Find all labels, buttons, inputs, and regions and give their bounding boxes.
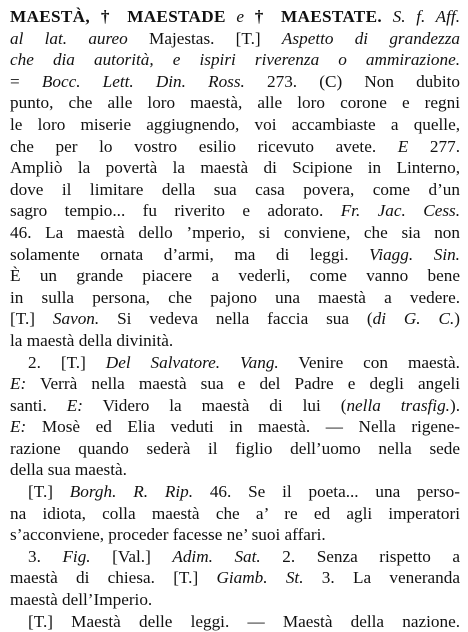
entry-line bbox=[10, 114, 460, 136]
entry-line bbox=[10, 481, 460, 503]
entry-line bbox=[10, 459, 460, 481]
entry-line bbox=[10, 352, 460, 374]
entry-line bbox=[10, 71, 460, 93]
text-run: 277. bbox=[408, 136, 460, 156]
text-run: Majestas. [T.] bbox=[127, 28, 282, 48]
text-run: la maestà della divinità. bbox=[10, 330, 174, 350]
italic-text: che dia autorità, e ispiri riverenza o ammirazione. bbox=[10, 50, 460, 70]
italic-text: E: bbox=[66, 395, 83, 415]
entry-line bbox=[10, 395, 460, 417]
italic-text: e bbox=[225, 7, 255, 26]
text-run: 46. Se il poeta... una perso- bbox=[193, 482, 460, 502]
italic-text: E: bbox=[10, 374, 27, 394]
text-run: 3. bbox=[28, 546, 63, 566]
text-run: na idiota, colla maestà che a’ re ed agli imperatori bbox=[10, 503, 460, 523]
italic-text: Fr. Jac. Cess. bbox=[340, 201, 460, 221]
italic-text: E bbox=[397, 136, 409, 156]
entry-line bbox=[10, 157, 460, 179]
text-run: della sua maestà. bbox=[10, 460, 127, 480]
entry-line bbox=[10, 287, 460, 309]
text-run: Si vedeva nella faccia sua ( bbox=[99, 309, 373, 329]
entry-line bbox=[10, 136, 460, 158]
italic-text: Adim. Sat. bbox=[172, 546, 261, 566]
italic-text: Aspetto di grandezza bbox=[281, 28, 460, 48]
text-run: [T.] Maestà delle leggi. — Maestà della nazione. bbox=[28, 611, 460, 631]
text-run: [T.] bbox=[10, 309, 53, 329]
headword: MAESTÀ, † MAESTADE bbox=[10, 7, 226, 26]
text-run: razione quando sederà il figlio dell’uomo nella sede bbox=[10, 438, 460, 458]
entry-line bbox=[10, 611, 460, 632]
entry-line bbox=[10, 308, 460, 330]
text-run: Verrà nella maestà sua e del Padre e degli angeli bbox=[26, 374, 460, 394]
italic-text: Giamb. St. bbox=[216, 568, 304, 588]
text-run: maestà dell’Imperio. bbox=[10, 590, 153, 610]
entry-line bbox=[10, 438, 460, 460]
text-run: Videro la maestà di lui ( bbox=[82, 395, 347, 415]
text-run: [Val.] bbox=[90, 546, 173, 566]
entry-line bbox=[10, 6, 460, 28]
text-run: che per lo vostro esilio ricevuto avete. bbox=[10, 136, 398, 156]
italic-text: S. f. Aff. bbox=[381, 7, 460, 26]
italic-text: Savon. bbox=[52, 309, 100, 329]
italic-text: Fig. bbox=[62, 546, 91, 566]
text-run: 2. Senza rispetto a bbox=[260, 546, 460, 566]
entry-line bbox=[10, 222, 460, 244]
italic-text: Bocc. Lett. Din. Ross. bbox=[41, 71, 245, 91]
text-run: solamente ornata d’armi, ma di leggi. bbox=[10, 244, 370, 264]
italic-text: E: bbox=[10, 417, 27, 437]
entry-line bbox=[10, 200, 460, 222]
text-run: = bbox=[10, 71, 42, 91]
entry-line bbox=[10, 265, 460, 287]
entry-line bbox=[10, 28, 460, 50]
text-run: 46. La maestà dello ’mperio, si conviene, che sia non bbox=[10, 222, 460, 242]
text-run: [T.] bbox=[28, 482, 70, 502]
headword: † MAESTATE. bbox=[254, 7, 382, 26]
text-run: 2. [T.] bbox=[28, 352, 106, 372]
text-run: Mosè ed Elia veduti in maestà. — Nella rigene- bbox=[26, 417, 460, 437]
text-run: ) bbox=[454, 309, 460, 329]
text-run: in sulla persona, che pajono una maestà a vedere. bbox=[10, 287, 460, 307]
text-run: maestà di chiesa. [T.] bbox=[10, 568, 217, 588]
entry-line bbox=[10, 546, 460, 568]
text-run: Ampliò la povertà la maestà di Scipione in Linterno, bbox=[10, 158, 460, 178]
italic-text: di G. C. bbox=[372, 309, 455, 329]
italic-text: Viagg. Sin. bbox=[369, 244, 460, 264]
text-run: ). bbox=[449, 395, 460, 415]
text-run: sagro tempio... fu riverito e adorato. bbox=[10, 201, 341, 221]
entry-line bbox=[10, 373, 460, 395]
text-run: punto, che alle loro maestà, alle loro corone e regni bbox=[10, 93, 460, 113]
text-run: s’acconviene, proceder facesse ne’ suoi affari. bbox=[10, 525, 326, 545]
entry-line bbox=[10, 416, 460, 438]
entry-line bbox=[10, 92, 460, 114]
entry-line bbox=[10, 589, 460, 611]
italic-text: Borgh. R. Rip. bbox=[69, 482, 193, 502]
text-run: le loro miserie aggiugnendo, voi accambiaste a quelle, bbox=[10, 114, 460, 134]
entry-line bbox=[10, 179, 460, 201]
text-run: Venire con maestà. bbox=[278, 352, 460, 372]
italic-text: al lat. aureo bbox=[10, 28, 128, 48]
entry-line bbox=[10, 49, 460, 71]
text-run: È un grande piacere a vederli, come vanno bene bbox=[10, 266, 460, 286]
entry-line bbox=[10, 524, 460, 546]
entry-line bbox=[10, 567, 460, 589]
italic-text: Del Salvatore. Vang. bbox=[105, 352, 279, 372]
text-run: 3. La veneranda bbox=[303, 568, 460, 588]
italic-text: nella trasfig. bbox=[346, 395, 450, 415]
text-run: dove il limitare della sua casa povera, come d’un bbox=[10, 179, 460, 199]
entry-line bbox=[10, 244, 460, 266]
entry-line bbox=[10, 330, 460, 352]
entry-line bbox=[10, 503, 460, 525]
text-run: 273. (C) Non dubito bbox=[244, 71, 460, 91]
text-run: santi. bbox=[10, 395, 67, 415]
